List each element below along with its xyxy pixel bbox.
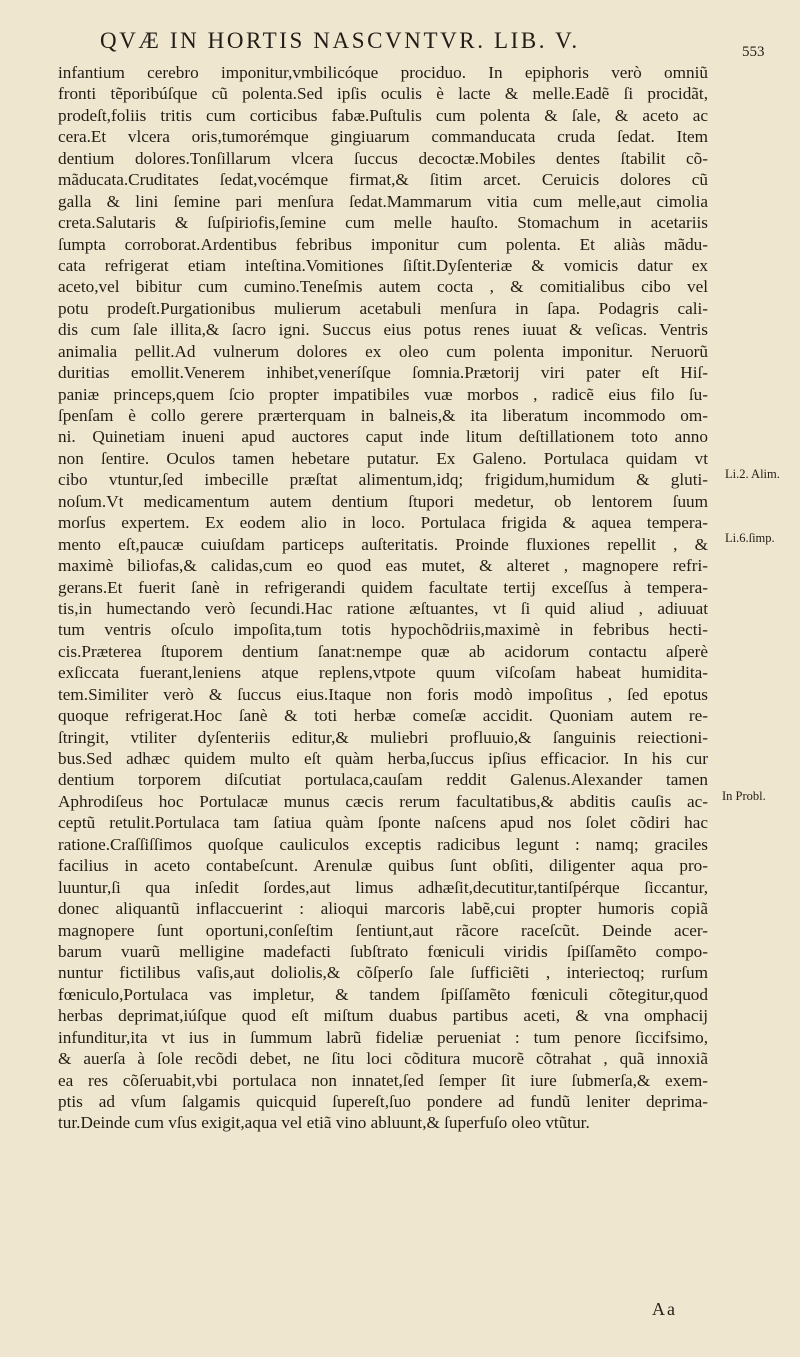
text-line: fœniculo,Portulaca vas impletur, & tandem ſpiſſamẽto fœniculi cõtegitur,quod <box>58 984 708 1004</box>
text-line: magnopere ſunt oportuni,conſeſtim ſentiunt,aut rãcore raceſcũt. Deinde acer- <box>58 920 708 940</box>
text-line: non ſentire. Oculos tamen hebetare putatur. Ex Galeno. Portulaca quidam vt <box>58 448 708 468</box>
text-line: bus.Sed adhæc quidem multo eſt quàm herba,ſuccus ipſius efficacior. In his cur <box>58 749 708 768</box>
running-title: QVÆ IN HORTIS NASCVNTVR. LIB. V. <box>100 28 580 53</box>
text-line: tur.Deinde cum vſus exigit,aqua vel etiã vino abluunt,& ſuperfuſo oleo vtũtur. <box>58 1113 590 1133</box>
margin-note: Li.6.ſimp. <box>725 531 775 545</box>
text-line: duritias emollit.Venerem inhibet,veneríſque ſomnia.Prætorij viri pater eſt Hiſ- <box>58 363 708 383</box>
text-line: cera.Et vlcera oris,tumorémque gingiuarum commanducata cruda ſedat. Item <box>58 127 708 147</box>
text-line: exſiccata fuerant,leniens atque replens,vtpote quum viſcoſam habeat humidita- <box>58 663 708 683</box>
text-line: morſus expertem. Ex eodem alio in loco. Portulaca frigida & aquea tempera- <box>58 513 708 533</box>
page-number: 553 <box>742 44 765 60</box>
text-line: paniæ princeps,quem ſcio propter impatibiles vuæ morbos , radicẽ eius filo ſu- <box>58 384 708 404</box>
text-line: potu prodeſt.Purgationibus mulierum acetabuli menſura in ſapa. Podagris cali- <box>58 298 708 318</box>
text-line: luuntur,ſi qua inſedit ſordes,aut limus adhæſit,decutitur,tantiſpérque ſiccantur, <box>58 877 708 897</box>
text-line: aceto,vel bibitur cum cumino.Teneſmis autem cocta , & comitialibus cibo vel <box>58 277 708 297</box>
text-line: & auerſa à ſole recõdi debet, ne ſitu loci cõditura mucorẽ cõtrahat , quã innoxiã <box>58 1049 708 1069</box>
text-line: ea res cõſeruabit,vbi portulaca non innatet,ſed ſemper ſit iure ſubmerſa,& exem- <box>58 1070 708 1090</box>
text-line: cibo vtuntur,ſed imbecille præſtat alimentum,idq; frigidum,humidum & gluti- <box>58 470 708 490</box>
text-line: tis,in humectando verò ſecundi.Hac ratione æſtuantes, vt ſi quid aliud , adiuuat <box>58 598 708 618</box>
text-line: ratione.Craſſiſſimos quoſque cauliculos exceptis radicibus legunt : namq; graciles <box>58 834 708 854</box>
text-line: creta.Salutaris & ſuſpiriofis,ſemine cum melle hauſto. Stomachum in acetariis <box>58 213 708 233</box>
text-line: prodeſt,foliis tritis cum corticibus fabæ.Puſtulis cum polenta & ſale, & aceto ac <box>58 105 708 125</box>
text-line: infantium cerebro imponitur,vmbilicóque prociduo. In epiphoris verò omniũ <box>58 63 708 82</box>
text-line: mento eſt,paucæ cuiuſdam particeps auſteritatis. Proinde fluxiones repellit , & <box>58 534 708 554</box>
text-line: ſumpta corroborat.Ardentibus febribus imponitur cum polenta. Et aliàs mãdu- <box>58 234 708 254</box>
text-line: animalia pellit.Ad vulnerum dolores ex oleo cum polenta imponitur. Neruorũ <box>58 341 708 361</box>
text-line: infunditur,ita vt ius in ſummum labrũ fideliæ perueniat : tum penore ſiccifsimo, <box>58 1027 708 1047</box>
text-line: tum ventris oſculo impoſita,tum totis hypochõdriis,maximè in febribus hecti- <box>58 620 708 640</box>
text-line: ni. Quinetiam inueni apud auctores caput inde litum deſtillationem toto anno <box>58 427 708 447</box>
text-line: nuntur fictilibus vaſis,aut doliolis,& cõſperſo ſale ſufficiẽti , interiectoq; rurſum <box>58 963 708 983</box>
text-line: fronti tẽporibúſque cũ polenta.Sed ipſis oculis è lacte & melle.Eadẽ ſi procidãt, <box>58 84 708 104</box>
text-line: ſpenſam è collo gerere prærterquam in balneis,& ita liberatum incommodo om- <box>58 406 708 425</box>
text-line: quoque refrigerat.Hoc ſanè & toti herbæ comeſæ accidit. Quoniam autem re- <box>58 706 708 726</box>
text-line: ceptũ retulit.Portulaca tam ſatiua quàm ſponte naſcens apud nos ſolet cõdiri hac <box>58 813 708 833</box>
text-line: ſtringit, vtiliter dyſenteriis editur,& muliebri profluuio,& ſanguinis reiectioni- <box>58 727 708 747</box>
text-line: galla & lini ſemine pari menſura ſedat.Mammarum vitia cum melle,aut cimolia <box>58 191 708 211</box>
margin-note: In Probl. <box>722 789 766 803</box>
text-line: dentium torporem diſcutiat portulaca,cauſam reddit Galenus.Alexander tamen <box>58 770 708 790</box>
text-line: facilius in aceto contabeſcunt. Arenulæ quibus ſunt obſiti, diligenter aqua pro- <box>58 856 708 876</box>
text-line: donec aliquantũ inflaccuerint : alioqui marcoris labẽ,cui propter humoris copiã <box>58 899 708 919</box>
text-line: barum vuarũ melligine madefacti ſubſtrato fœniculi viridis ſpiſſamẽto compo- <box>58 941 708 961</box>
text-line: noſum.Vt medicamentum autem dentium ſtupori medetur, ob lentorem ſuum <box>58 491 708 511</box>
margin-note: Li.2. Alim. <box>725 467 780 481</box>
text-line: gerans.Et fuerit ſanè in refrigerandi quidem facultate tertij exceſſus à tempera- <box>58 577 708 597</box>
body-text <box>58 62 708 1134</box>
text-line: cis.Præterea ſtuporem dentium ſanat:nempe quæ ab acidorum contactu aſperè <box>58 641 708 661</box>
text-line: dentium dolores.Tonſillarum vlcera ſuccus decoctæ.Mobiles dentes ſtabilit cõ- <box>58 148 708 168</box>
text-line: maximè biliofas,& calidas,cum eo quod eas mutet, & alteret , magnopere refri- <box>58 556 708 576</box>
text-line: Aphrodiſeus hoc Portulacæ munus cæcis rerum facultatibus,& abditis cauſis ac- <box>58 791 708 811</box>
text-line: cata refrigerat etiam inteſtina.Vomitiones ſiſtit.Dyſenteriæ & vomicis datur ex <box>58 255 708 275</box>
text-line: herbas deprimat,iúſque quod eſt miſtum duabus partibus aceti, & vna omphacij <box>58 1006 708 1026</box>
text-line: dis cum ſale illita,& ſacro igni. Succus eius potus renes iuuat & veſicas. Ventris <box>58 320 708 340</box>
text-line: ptis ad vſum ſalgamis quicquid ſupereſt,ſuo pondere ad fundũ leniter deprima- <box>58 1092 708 1111</box>
catchword: Aa <box>652 1299 677 1319</box>
text-line: tem.Similiter verò & ſuccus eius.Itaque non foris modò impoſitus , ſed epotus <box>58 684 708 704</box>
text-line: mãducata.Cruditates ſedat,vocémque firmat,& ſitim arcet. Ceruicis dolores cũ <box>58 170 708 190</box>
